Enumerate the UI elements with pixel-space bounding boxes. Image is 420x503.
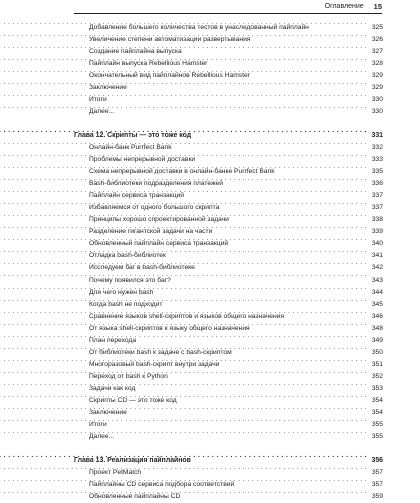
dot-leader bbox=[225, 173, 367, 185]
dot-leader bbox=[186, 185, 367, 197]
toc-entry bbox=[74, 366, 383, 378]
toc-entry bbox=[74, 65, 383, 77]
toc-entry bbox=[74, 269, 383, 284]
toc-entry-title: От языка shell-скриптов к языку общего назначения bbox=[89, 324, 250, 332]
toc-entry-title: Разделение гигантской задачи на части bbox=[89, 228, 213, 236]
toc-entry-title: Далее... bbox=[89, 107, 115, 115]
dot-leader bbox=[168, 245, 367, 257]
toc-entry-title: Обновленные пайплайны CD bbox=[89, 493, 181, 501]
toc-entry-page: 354 bbox=[371, 409, 383, 417]
dot-leader bbox=[182, 486, 367, 498]
toc-entry-page: 356 bbox=[371, 457, 383, 465]
dot-leader bbox=[174, 137, 367, 149]
toc-entry-page: 345 bbox=[371, 300, 383, 308]
dot-leader bbox=[173, 269, 367, 281]
toc-entry bbox=[74, 29, 383, 41]
toc-entry-page: 359 bbox=[371, 493, 383, 501]
toc-entry-page: 352 bbox=[371, 372, 383, 380]
toc-chapter bbox=[74, 125, 383, 137]
toc-entry-title: Увеличение степени автоматизации развертывания bbox=[89, 35, 251, 43]
toc-entry bbox=[74, 257, 383, 272]
header-rule bbox=[74, 13, 382, 14]
toc-entry bbox=[74, 378, 383, 390]
toc-entry bbox=[74, 402, 383, 417]
toc-entry-page: 327 bbox=[371, 47, 383, 55]
toc-entry bbox=[74, 77, 383, 89]
toc-entry-title: Проект PetMatch bbox=[89, 469, 142, 477]
dot-leader bbox=[236, 474, 367, 486]
toc-spacer bbox=[74, 438, 383, 450]
toc-entry-title: Глава 12. Скрипты — это тоже код bbox=[74, 131, 192, 139]
toc-entry-page: 329 bbox=[371, 83, 383, 91]
dot-leader bbox=[221, 197, 367, 209]
toc-entry bbox=[74, 414, 383, 429]
toc-entry-page: 353 bbox=[371, 384, 383, 392]
dot-leader bbox=[109, 89, 367, 101]
dot-leader bbox=[116, 426, 367, 438]
toc-entry-page: 349 bbox=[371, 336, 383, 344]
toc-entry-page: 326 bbox=[371, 35, 383, 43]
dot-leader bbox=[286, 306, 367, 318]
dot-leader bbox=[138, 330, 367, 342]
toc-entry-title: Схема непрерывной доставки в онлайн-банке Purrfect Bank bbox=[89, 168, 275, 176]
dot-leader bbox=[193, 125, 367, 137]
toc-entry-page: 331 bbox=[371, 131, 383, 139]
toc-entry-title: Принципы хорошо спроектированной задачи bbox=[89, 216, 229, 224]
dot-leader bbox=[179, 390, 367, 402]
dot-leader bbox=[252, 318, 367, 330]
toc-entry bbox=[74, 89, 383, 101]
toc-entry-title: Многоразовый bash-скрипт внутри задачи bbox=[89, 360, 220, 368]
dot-leader bbox=[129, 402, 367, 414]
toc-entry-page: 336 bbox=[371, 180, 383, 188]
toc-entry-page: 341 bbox=[371, 252, 383, 260]
toc-entry bbox=[74, 354, 383, 366]
toc-entry bbox=[74, 486, 383, 501]
dot-leader bbox=[214, 221, 367, 233]
toc-entry-title: Заключение bbox=[89, 409, 127, 417]
toc-entry-title: Глава 13. Реализация пайплайнов bbox=[74, 457, 191, 465]
toc-entry bbox=[74, 197, 383, 212]
toc-entry-title: Bash-библиотеки подразделения платежей bbox=[89, 180, 223, 188]
toc-entry bbox=[74, 41, 383, 53]
toc-entry bbox=[74, 53, 383, 65]
toc-entry-title: Онлайн-банк Purrfect Bank bbox=[89, 144, 172, 152]
toc-entry-page: 329 bbox=[371, 71, 383, 79]
toc-spacer bbox=[74, 113, 383, 125]
toc-entry bbox=[74, 137, 383, 152]
toc-entry bbox=[74, 294, 383, 306]
toc-entry-page: 351 bbox=[371, 360, 383, 368]
toc-entry-page: 357 bbox=[371, 481, 383, 489]
toc-entry-page: 330 bbox=[371, 95, 383, 103]
dot-leader bbox=[165, 294, 368, 306]
dot-leader bbox=[311, 17, 367, 29]
toc-entry-page: 348 bbox=[371, 324, 383, 332]
dot-leader bbox=[129, 77, 367, 89]
toc-entry-title: Переход от bash к Python bbox=[89, 372, 168, 380]
toc-entry bbox=[74, 306, 383, 318]
toc-entry-title: Пайплайн выпуска Rebellious Hamster bbox=[89, 59, 208, 67]
toc-entry-title: Избавляемся от одного большого скрипта bbox=[89, 204, 220, 212]
toc-entry bbox=[74, 161, 383, 176]
dot-leader bbox=[109, 414, 367, 426]
toc-entry-title: Задачи как код bbox=[89, 384, 136, 392]
page-number: 15 bbox=[373, 1, 382, 11]
dot-leader bbox=[193, 450, 367, 462]
toc-entry bbox=[74, 233, 383, 248]
dot-leader bbox=[155, 282, 367, 294]
dot-leader bbox=[197, 257, 367, 269]
dot-leader bbox=[116, 101, 367, 113]
toc-entry bbox=[74, 330, 383, 342]
toc-entry-page: 343 bbox=[371, 276, 383, 284]
toc-entry bbox=[74, 209, 383, 224]
toc-entry-page: 355 bbox=[371, 433, 383, 441]
toc-entry-title: Когда bash не подходит bbox=[89, 300, 163, 308]
toc-entry-title: Отладка bash-библиотек bbox=[89, 252, 166, 260]
toc-entry-page: 335 bbox=[371, 168, 383, 176]
toc-entry-title: Пайплайны CD сервиса подбора соответствий bbox=[89, 481, 235, 489]
toc-entry-title: Окончательный вид пайплайнов Rebellious Hamster bbox=[89, 71, 250, 79]
toc-entry bbox=[74, 185, 383, 200]
toc-entry-title: План перехода bbox=[89, 336, 137, 344]
toc-entry-page: 350 bbox=[371, 348, 383, 356]
dot-leader bbox=[143, 462, 367, 474]
toc-entry-title: Почему появился это баг? bbox=[89, 276, 171, 284]
toc-entry-page: 328 bbox=[371, 59, 383, 67]
toc-entry-title: Далее... bbox=[89, 433, 115, 441]
dot-leader bbox=[252, 65, 367, 77]
dot-leader bbox=[197, 149, 367, 161]
toc-entry-title: Итоги bbox=[89, 421, 107, 429]
toc-entry bbox=[74, 101, 383, 113]
toc-entry-title: Добавление большего количества тестов в унаследованный пайплайн bbox=[89, 23, 309, 31]
toc-entry-title: Скрипты CD — это тоже код bbox=[89, 397, 177, 404]
toc-entry bbox=[74, 318, 383, 330]
dot-leader bbox=[184, 41, 367, 53]
toc-entry-page: 325 bbox=[371, 23, 383, 31]
dot-leader bbox=[221, 354, 367, 366]
toc-entry-page: 337 bbox=[371, 192, 383, 200]
dot-leader bbox=[170, 366, 367, 378]
dot-leader bbox=[252, 29, 367, 41]
toc-entry bbox=[74, 173, 383, 188]
toc-entry-title: Обновленный пайплайн сервиса транзакций bbox=[89, 240, 229, 248]
toc-entry-title: Создание пайплайна выпуска bbox=[89, 47, 182, 55]
dot-leader bbox=[209, 53, 367, 65]
toc-entry-title: Заключение bbox=[89, 83, 127, 91]
toc-entry bbox=[74, 221, 383, 236]
dot-leader bbox=[234, 342, 367, 354]
toc-entry-page: 333 bbox=[371, 156, 383, 164]
toc-entry-page: 338 bbox=[371, 216, 383, 224]
running-header-title: Оглавление bbox=[324, 2, 364, 10]
toc-entry-title: Для чего нужен bash bbox=[89, 288, 154, 296]
toc-entry-page: 344 bbox=[371, 288, 383, 296]
toc-entry-title: Пайплайн сервиса транзакций bbox=[89, 192, 184, 200]
toc-entry-title: Итоги bbox=[89, 95, 107, 103]
toc-entry-page: 354 bbox=[371, 397, 383, 404]
toc-entry bbox=[74, 149, 383, 164]
toc-entry bbox=[74, 462, 383, 477]
toc-entry bbox=[74, 426, 383, 441]
dot-leader bbox=[137, 378, 367, 390]
toc-entry-page: 357 bbox=[371, 469, 383, 477]
toc-entry-title: Сравнение языков shell-скриптов и языков общего назначения bbox=[89, 312, 285, 320]
toc-entry-title: Исследуем баг в bash-библиотеке bbox=[89, 264, 195, 272]
toc-entry-page: 339 bbox=[371, 228, 383, 236]
toc-entry bbox=[74, 474, 383, 489]
table-of-contents bbox=[74, 17, 383, 499]
toc-entry-page: 355 bbox=[371, 421, 383, 429]
toc-entry-page: 330 bbox=[371, 107, 383, 115]
dot-leader bbox=[231, 209, 367, 221]
toc-entry-page: 332 bbox=[371, 144, 383, 152]
toc-entry bbox=[74, 342, 383, 354]
toc-chapter bbox=[74, 450, 383, 465]
toc-entry bbox=[74, 245, 383, 260]
dot-leader bbox=[277, 161, 367, 173]
toc-entry-page: 342 bbox=[371, 264, 383, 272]
dot-leader bbox=[230, 233, 367, 245]
toc-entry bbox=[74, 282, 383, 294]
toc-entry bbox=[74, 390, 383, 402]
toc-entry-page: 337 bbox=[371, 204, 383, 212]
toc-entry-title: Проблемы непрерывной доставки bbox=[89, 156, 196, 164]
toc-entry-page: 340 bbox=[371, 240, 383, 248]
toc-entry-page: 346 bbox=[371, 312, 383, 320]
toc-entry-title: От библиотеки bash к задаче с bash-скриптом bbox=[89, 348, 232, 356]
toc-entry bbox=[74, 17, 383, 29]
running-header bbox=[325, 0, 382, 12]
